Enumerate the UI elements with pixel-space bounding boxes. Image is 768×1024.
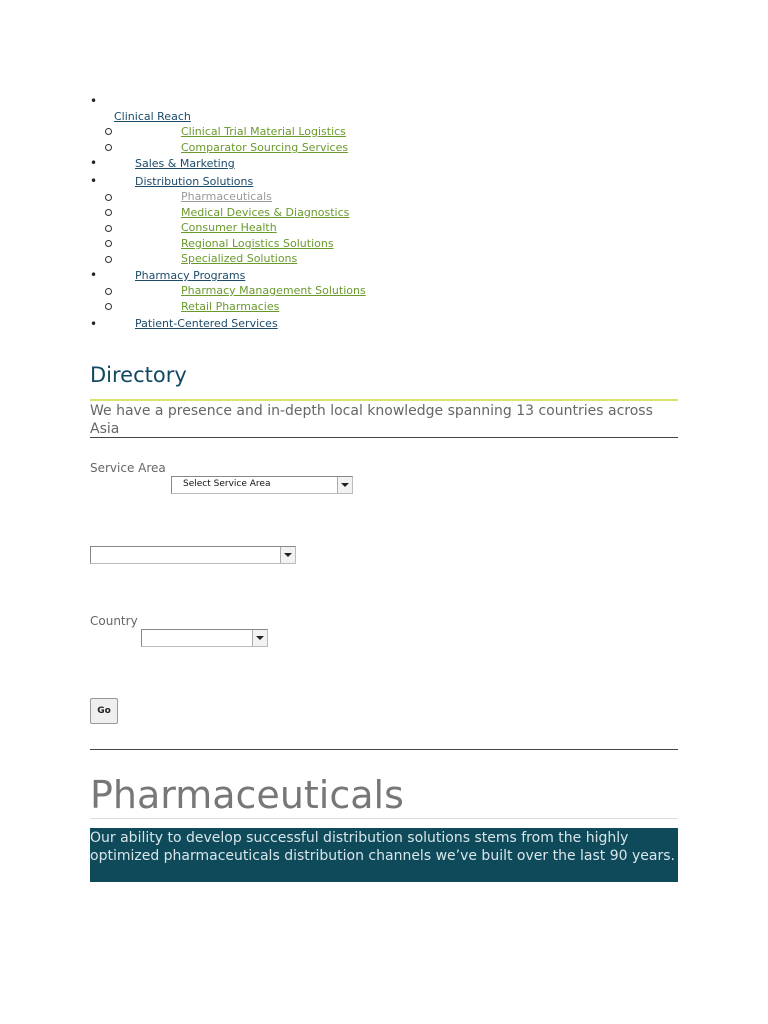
nav-retail-pharmacies[interactable]: Retail Pharmacies [181, 300, 280, 313]
circle-bullet-icon [105, 209, 112, 216]
sub-service-select[interactable] [90, 546, 296, 564]
nav-specialized-solutions[interactable]: Specialized Solutions [181, 252, 298, 265]
bullet-icon: • [90, 94, 98, 108]
bullet-icon: • [90, 156, 98, 170]
intro-divider [90, 437, 678, 438]
chevron-down-icon [280, 547, 295, 563]
nav-sales-marketing[interactable]: Sales & Marketing [135, 157, 235, 170]
bullet-icon: • [90, 268, 98, 282]
section-title-underline [90, 818, 678, 819]
nav-distribution-solutions[interactable]: Distribution Solutions [135, 175, 254, 188]
nav-pharmacy-programs[interactable]: Pharmacy Programs [135, 269, 246, 282]
chevron-down-icon [252, 630, 267, 646]
circle-bullet-icon [105, 194, 112, 201]
section-divider [90, 749, 678, 750]
nav-pharmaceuticals[interactable]: Pharmaceuticals [181, 190, 272, 203]
nav-pharmacy-management-solutions[interactable]: Pharmacy Management Solutions [181, 284, 366, 297]
service-area-select[interactable] [171, 476, 353, 494]
circle-bullet-icon [105, 288, 112, 295]
section-description-banner [90, 828, 678, 882]
nav-patient-centered-services[interactable]: Patient-Centered Services [135, 317, 278, 330]
section-title: Pharmaceuticals [90, 773, 404, 817]
nav-consumer-health[interactable]: Consumer Health [181, 221, 277, 234]
service-area-selected-value: Select Service Area [183, 479, 271, 489]
bullet-icon: • [90, 317, 98, 331]
circle-bullet-icon [105, 225, 112, 232]
nav-medical-devices-diagnostics[interactable]: Medical Devices & Diagnostics [181, 206, 350, 219]
go-button[interactable]: Go [90, 698, 118, 724]
country-select[interactable] [141, 629, 268, 647]
circle-bullet-icon [105, 144, 112, 151]
bullet-icon: • [90, 174, 98, 188]
directory-divider [90, 399, 678, 401]
country-label: Country [90, 614, 138, 628]
chevron-down-icon [337, 477, 352, 493]
nav-clinical-trial-material-logistics[interactable]: Clinical Trial Material Logistics [181, 125, 346, 138]
circle-bullet-icon [105, 128, 112, 135]
directory-intro: We have a presence and in-depth local knowledge spanning 13 countries across Asia [90, 403, 653, 437]
service-area-label: Service Area [90, 461, 166, 475]
directory-title: Directory [90, 363, 187, 387]
circle-bullet-icon [105, 256, 112, 263]
circle-bullet-icon [105, 303, 112, 310]
nav-regional-logistics-solutions[interactable]: Regional Logistics Solutions [181, 237, 334, 250]
nav-comparator-sourcing-services[interactable]: Comparator Sourcing Services [181, 141, 349, 154]
section-description: Our ability to develop successful distribution solutions stems from the highly optimized pharmaceuticals distribution channels we’ve built over the last 90 years. [90, 830, 675, 864]
nav-clinical-reach[interactable]: Clinical Reach [114, 110, 191, 123]
circle-bullet-icon [105, 240, 112, 247]
